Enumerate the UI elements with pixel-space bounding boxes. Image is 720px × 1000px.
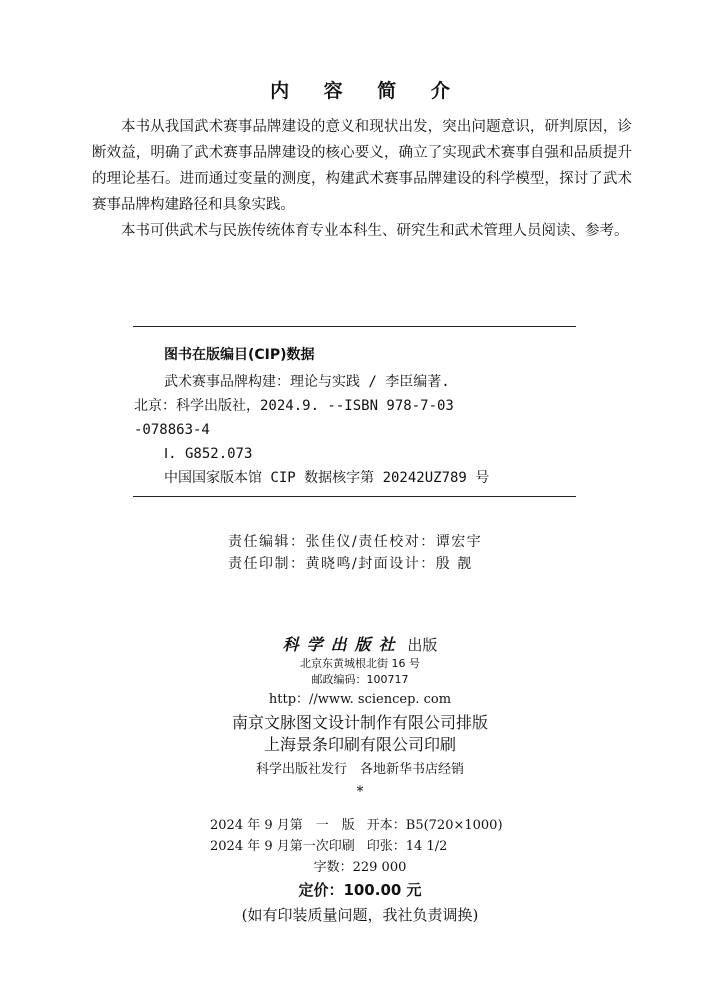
publisher-suffix: 出版: [407, 636, 438, 654]
cip-line: 武术赛事品牌构建：理论与实践 / 李臣编著.: [164, 374, 450, 390]
printing-line: [210, 835, 447, 854]
cip-line: 中国国家版本馆 CIP 数据核字第 20242UZ789 号: [164, 470, 490, 486]
cip-top-rule: [133, 326, 576, 327]
format-size: 开本：B5(720×1000): [366, 818, 503, 833]
distribution-line: 科学出版社发行 各地新华书店经销: [255, 762, 464, 777]
summary-text: [92, 114, 632, 244]
cip-block: [134, 370, 554, 490]
sheet-count: 印张：14 1/2: [366, 839, 448, 854]
publisher-line: [0, 632, 720, 655]
edition-line: [210, 814, 503, 833]
cip-bottom-rule: [133, 496, 576, 497]
printing-date: 2024 年 9 月第一次印刷: [210, 839, 355, 854]
printer-line: 上海景条印刷有限公司印刷: [263, 735, 456, 754]
cip-line: Ⅰ. G852.073: [164, 446, 253, 462]
price: 定价：100.00 元: [298, 881, 422, 899]
edition-date: 2024 年 9 月第 一 版: [210, 818, 355, 833]
summary-paragraph: 本书从我国武术赛事品牌建设的意义和现状出发，突出问题意识，研判原因，诊断效益，明确了武术赛事品牌建设的核心要义，确立了实现武术赛事自强和品质提升的理论基石。进而通过变量的测度，构建武术赛事品牌建设的科学模型，探讨了武术赛事品牌构建路径和具象实践。: [92, 119, 632, 213]
summary-paragraph: 本书可供武术与民族传统体育专业本科生、研究生和武术管理人员阅读、参考。: [121, 223, 629, 239]
typeset-line: 南京文脉图文设计制作有限公司排版: [231, 713, 488, 732]
summary-title: 内 容 简 介: [270, 80, 464, 102]
cip-heading: 图书在版编目(CIP)数据: [164, 347, 315, 363]
production-block: [0, 712, 720, 756]
separator-asterisk: *: [356, 784, 364, 800]
staff-credits: [228, 531, 482, 575]
publisher-logo: 科学出版社: [282, 635, 403, 654]
cip-line: 北京：科学出版社，2024.9. --ISBN 978-7-03: [134, 398, 454, 414]
publisher-postcode: 邮政编码：100717: [311, 673, 409, 686]
word-count: 字数：229 000: [313, 860, 407, 875]
cip-line: -078863-4: [134, 422, 210, 438]
staff-line: 责任编辑：张佳仪/责任校对：谭宏宇: [228, 534, 483, 550]
publisher-url: http：//www. sciencep. com: [268, 692, 452, 707]
publisher-address: 北京东黄城根北街 16 号: [300, 657, 420, 670]
quality-notice: (如有印装质量问题，我社负责调换): [241, 906, 479, 924]
staff-line: 责任印制：黄晓鸣/封面设计：殷 靓: [228, 556, 473, 572]
